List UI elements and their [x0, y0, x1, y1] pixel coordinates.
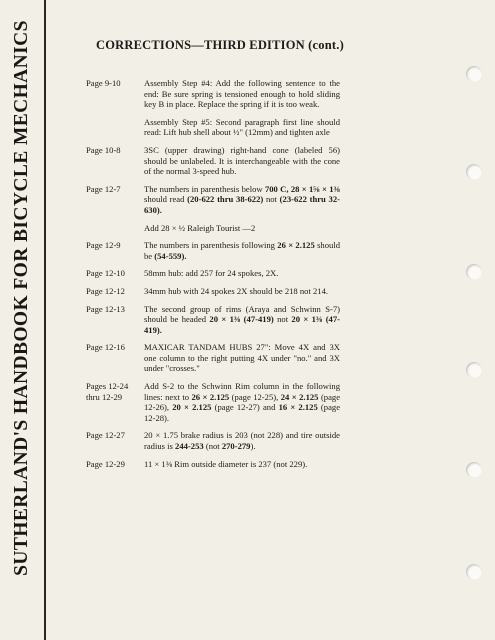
correction-text: 11 × 1⅜ Rim outside diameter is 237 (not 229). — [144, 458, 308, 469]
binder-hole — [466, 564, 482, 580]
correction-text-bold: (54-559). — [154, 250, 187, 261]
binder-holes — [466, 0, 486, 640]
correction-text-run: The second group of rims (Araya and Schwinn S-7) should be headed — [144, 303, 340, 325]
correction-entry — [86, 117, 346, 138]
binder-hole — [466, 164, 482, 180]
correction-page-ref — [86, 223, 144, 234]
correction-text-run: not — [273, 314, 292, 325]
correction-entry — [86, 268, 346, 279]
correction-text-run: (not — [203, 441, 222, 452]
correction-entry — [86, 381, 346, 423]
correction-entry — [86, 286, 346, 297]
correction-text: 34mm hub with 24 spokes 2X should be 218 not 214. — [144, 285, 329, 296]
correction-entry — [86, 223, 346, 234]
correction-text-run: should be — [144, 240, 340, 261]
binder-hole — [466, 462, 482, 478]
correction-text-run: (page 12-26), — [144, 391, 341, 413]
spine-divider-rule — [44, 0, 46, 640]
binder-hole — [466, 264, 482, 280]
spine-book-title: SUTHERLAND'S HANDBOOK FOR BICYCLE MECHANICS — [11, 20, 32, 576]
correction-text-run: ). — [250, 441, 256, 452]
correction-text-bold: (23-622 thru 32-630). — [144, 194, 340, 215]
correction-text-bold: 244-253 — [175, 441, 204, 452]
correction-text: MAXICAR TANDAM HUBS 27": Move 4X and 3X one column to the right putting 4X under "no." and 3X under "crosses." — [144, 342, 340, 374]
correction-text-run: not — [263, 194, 280, 205]
correction-text-bold: 20 × 2.125 — [172, 402, 212, 413]
correction-text: Add 28 × ½ Raleigh Tourist —2 — [144, 222, 256, 233]
correction-entry — [86, 304, 346, 336]
correction-page-ref — [86, 117, 144, 138]
correction-text-bold: (20-622 thru 38-622) — [187, 194, 264, 205]
correction-entry — [86, 78, 346, 110]
correction-page-ref: Page 12-12 — [86, 285, 125, 296]
correction-text-bold: 16 × 2.125 — [278, 402, 318, 413]
correction-text: 58mm hub: add 257 for 24 spokes, 2X. — [144, 268, 279, 279]
correction-text: Assembly Step #5: Second paragraph first line should read: Lift hub shell about ½" (12mm) and tighten axle — [144, 116, 340, 138]
binder-hole — [466, 66, 482, 82]
correction-page-ref: Page 12-16 — [86, 342, 125, 353]
correction-text-bold: 24 × 2.125 — [280, 391, 319, 402]
correction-text-run: (page 12-28). — [144, 402, 341, 423]
correction-entry — [86, 430, 346, 451]
correction-text-run: (page 12-25), — [229, 391, 281, 402]
correction-text-run: should read — [144, 194, 188, 205]
correction-text — [144, 240, 340, 261]
correction-page-ref: Page 9-10 — [86, 78, 121, 88]
correction-page-ref: Page 10-8 — [86, 144, 121, 155]
correction-text-bold: 26 × 2.125 — [191, 391, 230, 402]
correction-text-bold: 270-279 — [221, 441, 251, 452]
correction-page-ref: Page 12-7 — [86, 183, 121, 194]
correction-text — [144, 184, 340, 216]
correction-page-ref: Page 12-27 — [86, 430, 125, 441]
correction-page-ref: Page 12-13 — [86, 303, 125, 314]
correction-text-bold: 700 C, 28 × 1⅝ × 1⅜ — [264, 183, 341, 194]
correction-text-run: Add S-2 to the Schwinn Rim column in the following lines: next to — [144, 381, 340, 402]
correction-text — [144, 381, 340, 423]
correction-page-ref: Page 12-29 — [86, 458, 125, 469]
correction-page-ref: Page 12-9 — [86, 240, 121, 251]
correction-entry — [86, 342, 346, 374]
correction-text — [144, 304, 340, 336]
binder-hole — [466, 362, 482, 378]
correction-text: 3SC (upper drawing) right-hand cone (labeled 56) should be unlabeled. It is interchangeable with the cone of the normal 3-speed hub. — [144, 144, 340, 177]
correction-text-run: The numbers in parenthesis below — [144, 183, 265, 194]
correction-text-run: The numbers in parenthesis following — [144, 240, 278, 251]
correction-page-ref: Pages 12-24 thru 12-29 — [86, 381, 129, 402]
correction-text-run: 20 × 1.75 brake radius is 203 (not 228) and tire outside radius is — [144, 430, 340, 452]
page-heading: CORRECTIONS—THIRD EDITION (cont.) — [96, 38, 344, 52]
correction-entry — [86, 240, 346, 261]
correction-text-bold: 20 × 1⅜ (47-419) — [209, 314, 274, 325]
correction-text-bold: 20 × 1⅜ (47-419). — [144, 314, 341, 335]
correction-text-bold: 26 × 2.125 — [277, 240, 315, 251]
correction-page-ref: Page 12-10 — [86, 268, 125, 279]
correction-entry — [86, 459, 346, 470]
correction-entry — [86, 184, 346, 216]
correction-entry — [86, 145, 346, 177]
correction-text — [144, 430, 340, 451]
correction-text-run: (page 12-27) and — [211, 402, 279, 413]
corrections-list — [86, 78, 346, 476]
correction-text: Assembly Step #4: Add the following sentence to the end: Be sure spring is tensioned enough to hold sliding key B in place. Replace the spring if it is too weak. — [144, 78, 340, 110]
